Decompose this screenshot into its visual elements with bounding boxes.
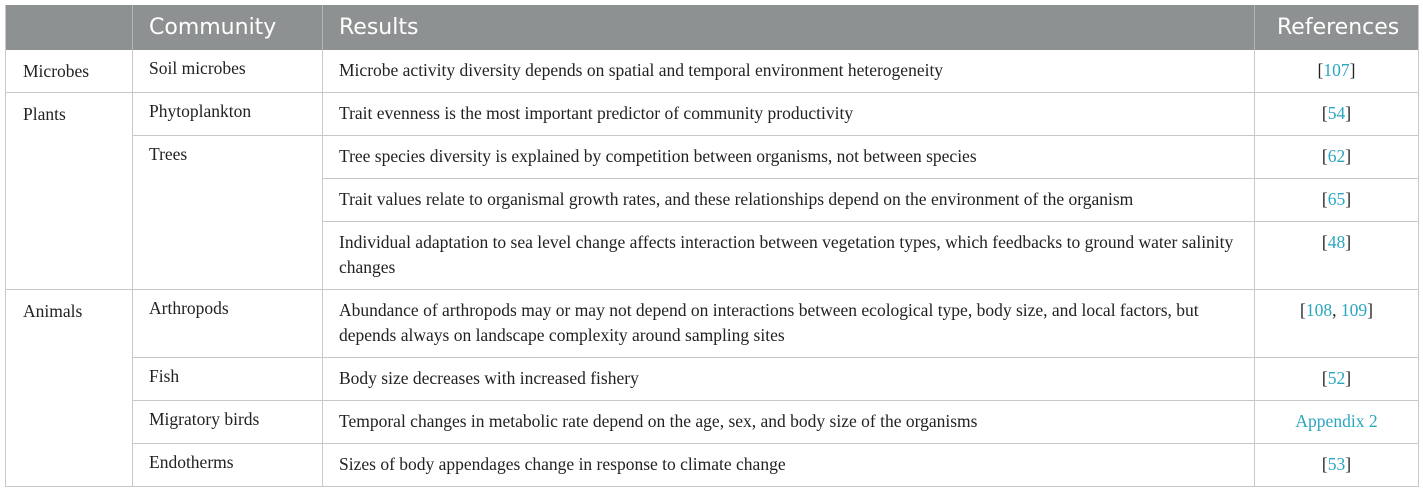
result-cell: Abundance of arthropods may or may not depend on interactions between ecological type, body size, and local factors, but depends always on landscape complexity around sampling sites [323, 290, 1255, 357]
table-row [133, 400, 1418, 443]
reference-cell: [54] [1321, 103, 1352, 123]
reference-link[interactable]: 53 [1327, 454, 1346, 474]
reference-cell: [62] [1321, 146, 1352, 166]
result-cell: Temporal changes in metabolic rate depend on the age, sex, and body size of the organisms [323, 401, 1255, 443]
reference-cell: [107] [1317, 60, 1356, 80]
result-cell: Microbe activity diversity depends on spatial and temporal environment heterogeneity [323, 50, 1255, 92]
table-row [133, 93, 1418, 135]
header-results: Results [323, 5, 1255, 50]
result-cell: Trait values relate to organismal growth rates, and these relationships depend on the environment of the organism [323, 179, 1255, 221]
community-cell: Soil microbes [133, 50, 323, 92]
community-cell: Phytoplankton [133, 93, 323, 135]
header-group-cell [6, 5, 133, 50]
result-cell: Tree species diversity is explained by competition between organisms, not between species [323, 136, 1255, 178]
community-cell: Migratory birds [133, 401, 323, 443]
reference-link[interactable]: 54 [1327, 103, 1346, 123]
result-cell: Trait evenness is the most important predictor of community productivity [323, 93, 1255, 135]
group-label: Animals [6, 290, 133, 486]
table-row [133, 357, 1418, 400]
results-table [5, 5, 1419, 487]
appendix-link[interactable]: Appendix 2 [1295, 411, 1378, 431]
reference-link[interactable]: 108 [1305, 300, 1333, 320]
header-references: References [1277, 15, 1400, 40]
community-cell: Endotherms [133, 444, 323, 486]
reference-cell: [65] [1321, 189, 1352, 209]
reference-link[interactable]: 65 [1327, 189, 1346, 209]
table-row [323, 221, 1418, 289]
table-header [6, 5, 1418, 50]
reference-link[interactable]: 107 [1323, 60, 1350, 80]
group-animals [6, 289, 1418, 486]
community-cell: Arthropods [133, 290, 323, 357]
reference-cell: [53] [1321, 454, 1352, 474]
reference-link[interactable]: 62 [1327, 146, 1346, 166]
group-plants [6, 92, 1418, 289]
group-label: Plants [6, 93, 133, 289]
table-row [133, 50, 1418, 92]
reference-link[interactable]: 109 [1340, 300, 1368, 320]
result-cell: Individual adaptation to sea level change affects interaction between vegetation types, which feedbacks to ground water salinity changes [323, 222, 1255, 289]
reference-cell: [52] [1321, 368, 1352, 388]
table-row [133, 443, 1418, 486]
table-row [323, 136, 1418, 178]
group-label: Microbes [6, 50, 133, 92]
header-community: Community [133, 5, 323, 50]
reference-cell [1255, 401, 1418, 443]
result-cell: Sizes of body appendages change in response to climate change [323, 444, 1255, 486]
reference-cell: [48] [1321, 232, 1352, 252]
reference-link[interactable]: 52 [1327, 368, 1346, 388]
community-cell: Fish [133, 358, 323, 400]
table-row [323, 178, 1418, 221]
result-cell: Body size decreases with increased fishery [323, 358, 1255, 400]
table-row [133, 290, 1418, 357]
reference-cell: [108, 109] [1300, 300, 1373, 320]
community-cell: Trees [133, 136, 323, 289]
group-microbes [6, 50, 1418, 92]
reference-link[interactable]: 48 [1327, 232, 1346, 252]
